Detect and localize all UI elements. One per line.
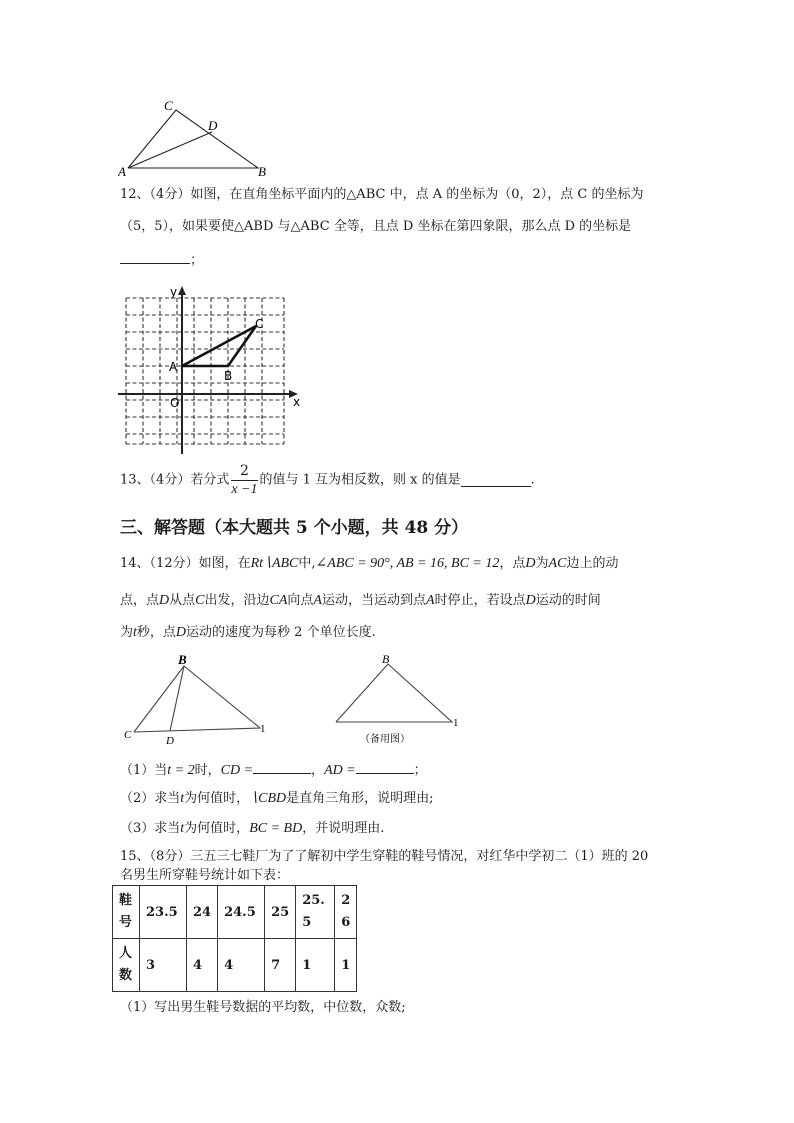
q14-sub3-d: BC = BD bbox=[249, 821, 303, 836]
table-cell bbox=[113, 886, 140, 939]
table-cell bbox=[218, 939, 265, 992]
q14-sub1-f: AD = bbox=[324, 763, 356, 778]
q13-middle: 的值与 1 互为相反数，则 x 的值是 bbox=[259, 472, 461, 488]
q14-sub2-c: 为何值时， bbox=[184, 791, 250, 806]
q14-l2-j: A bbox=[426, 593, 435, 608]
q12-line1: 12、（4分）如图，在直角坐标平面内的△ABC 中，点 A 的坐标为（0，2），点 C 的坐标为 bbox=[120, 187, 644, 202]
table-cell bbox=[335, 939, 357, 992]
q14-sub3 bbox=[120, 821, 384, 837]
q14-sub1-g: ； bbox=[413, 763, 427, 778]
cell-text: 4 bbox=[193, 957, 203, 973]
q14-sub2-a: （2）求当 bbox=[120, 791, 181, 806]
q14-l1-rt: Rt∖ABC bbox=[250, 556, 299, 571]
table-cell bbox=[187, 939, 218, 992]
table-cell bbox=[187, 886, 218, 939]
q15-line2: 名男生所穿鞋号统计如下表： bbox=[120, 868, 290, 883]
cell-text: 26 bbox=[341, 893, 351, 930]
table-row-size bbox=[113, 886, 357, 939]
table-cell bbox=[218, 886, 265, 939]
q14-figure-main bbox=[120, 652, 270, 744]
q14-l1-b: 中, bbox=[298, 556, 316, 571]
q14-sub3-a: （3）求当 bbox=[120, 821, 181, 836]
cell-text: 23.5 bbox=[146, 904, 178, 920]
q12-line2: （5，5），如果要使△ABD 与△ABC 全等，且点 D 坐标在第四象限，那么点 D 的坐标是 bbox=[120, 219, 632, 234]
q14-sub1-d: CD = bbox=[220, 763, 254, 778]
q13-frac-den: x −1 bbox=[231, 482, 258, 497]
q14-sub2 bbox=[120, 791, 434, 807]
fig1-label-d: D bbox=[166, 735, 174, 744]
cell-text: 7 bbox=[271, 957, 281, 973]
cell-text: 25.5 bbox=[302, 893, 325, 930]
point-c-label: C bbox=[255, 317, 264, 331]
fig2-caption: （备用图） bbox=[360, 734, 410, 745]
fig1-label-c: C bbox=[124, 729, 132, 741]
label-b: B bbox=[258, 164, 266, 179]
q14-line1 bbox=[120, 556, 618, 572]
q14-line3 bbox=[120, 625, 376, 641]
axis-x-label: x bbox=[293, 395, 301, 409]
q14-sub1-b: t = 2 bbox=[167, 763, 195, 778]
q15-sub1: （1）写出男生鞋号数据的平均数，中位数，众数; bbox=[120, 1000, 406, 1015]
q14-sub2-b: t bbox=[180, 791, 185, 806]
cell-text: 24 bbox=[193, 904, 212, 920]
q14-cd-blank[interactable] bbox=[253, 761, 311, 774]
q14-l2-g: 向点 bbox=[287, 593, 314, 608]
q14-l1-f: AC bbox=[548, 556, 567, 571]
section-3-title: 三、解答题（本大题共 5 个小题，共 48 分） bbox=[120, 518, 469, 538]
table-cell bbox=[296, 886, 335, 939]
q14-sub3-b: t bbox=[180, 821, 185, 836]
q14-l1-a: 14、（12分）如图，在 bbox=[120, 556, 251, 571]
shoe-size-table bbox=[112, 885, 357, 992]
q14-l3-e: 运动的速度为每秒 2 个单位长度. bbox=[186, 625, 376, 640]
q14-sub1-e: ， bbox=[311, 763, 325, 778]
q14-line2 bbox=[120, 593, 601, 609]
q14-l2-l: D bbox=[525, 593, 536, 608]
cell-text: 鞋号 bbox=[119, 893, 133, 930]
q14-l2-a: 点，点 bbox=[120, 593, 160, 608]
table-row-count bbox=[113, 939, 357, 992]
cell-text: 1 bbox=[341, 957, 351, 973]
q14-figure-backup bbox=[322, 652, 472, 748]
q14-sub3-e: ，并说明理由. bbox=[302, 821, 385, 836]
q14-l2-c: 从点 bbox=[169, 593, 196, 608]
table-cell bbox=[265, 886, 296, 939]
q12-line3-end: ； bbox=[190, 253, 204, 268]
q13-answer-blank[interactable] bbox=[461, 474, 531, 487]
cell-text: 4 bbox=[224, 957, 234, 973]
q13-line bbox=[120, 463, 535, 498]
q14-sub2-d: ∖CBD bbox=[249, 791, 287, 806]
q14-l3-c: 秒，点 bbox=[136, 625, 176, 640]
fig1-label-b: B bbox=[178, 652, 187, 667]
triangle-figure-top bbox=[118, 96, 278, 180]
q14-sub1-a: （1）当 bbox=[120, 763, 168, 778]
table-cell bbox=[296, 939, 335, 992]
q14-l1-c: ，点 bbox=[499, 556, 526, 571]
q14-l2-e: 出发，沿边 bbox=[204, 593, 270, 608]
q13-end: . bbox=[530, 472, 535, 488]
q14-l3-b: t bbox=[133, 625, 137, 640]
axis-y-label: y bbox=[170, 285, 178, 299]
table-cell bbox=[140, 939, 187, 992]
q14-l1-g: 边上的动 bbox=[566, 556, 619, 571]
cell-text: 1 bbox=[302, 957, 312, 973]
q12-line3 bbox=[120, 251, 203, 269]
label-d: D bbox=[208, 118, 218, 133]
q14-l2-d: C bbox=[195, 593, 205, 608]
q14-sub1-c: 时， bbox=[194, 763, 221, 778]
q14-l2-b: D bbox=[159, 593, 170, 608]
q14-l3-a: 为 bbox=[120, 625, 134, 640]
table-cell bbox=[140, 886, 187, 939]
q14-l2-i: 运动，当运动到点 bbox=[321, 593, 426, 608]
cell-text: 24.5 bbox=[224, 904, 256, 920]
fig1-label-1: 1 bbox=[260, 723, 266, 735]
q14-l2-h: A bbox=[313, 593, 322, 608]
point-a-label: A bbox=[169, 360, 178, 374]
coordinate-grid-figure bbox=[118, 284, 304, 456]
cell-text: 25 bbox=[271, 904, 290, 920]
q15-line1: 15、（8分）三五三七鞋厂为了了解初中学生穿鞋的鞋号情况，对红华中学初二（1）班的 20 bbox=[120, 849, 649, 864]
fig2-label-1: 1 bbox=[453, 717, 459, 729]
q13-fraction bbox=[231, 463, 257, 498]
q14-l3-d: D bbox=[175, 625, 187, 640]
q14-l1-e: 为 bbox=[535, 556, 549, 571]
fig2-label-b: B bbox=[382, 652, 390, 666]
q14-ad-blank[interactable] bbox=[356, 761, 414, 774]
q14-sub3-c: 为何值时， bbox=[184, 821, 250, 836]
origin-label: O bbox=[170, 396, 180, 410]
label-c: C bbox=[164, 98, 173, 113]
table-cell bbox=[265, 939, 296, 992]
q13-prefix: 13、（4分）若分式 bbox=[120, 472, 230, 488]
q14-sub2-e: 是直角三角形，说明理由; bbox=[286, 791, 434, 806]
cell-text: 人数 bbox=[119, 946, 133, 983]
q14-l2-m: 运动的时间 bbox=[535, 593, 601, 608]
table-cell bbox=[113, 939, 140, 992]
q14-l1-math: ∠ABC = 90°, AB = 16, BC = 12 bbox=[315, 556, 500, 571]
q13-frac-num: 2 bbox=[231, 463, 257, 481]
q14-l2-k: 时停止，若设点 bbox=[434, 593, 526, 608]
label-a: A bbox=[118, 164, 126, 179]
q12-answer-blank[interactable] bbox=[120, 251, 190, 264]
q14-l2-f: CA bbox=[269, 593, 288, 608]
point-b-label: B bbox=[224, 369, 233, 383]
q14-l1-d: D bbox=[525, 556, 536, 571]
cell-text: 3 bbox=[146, 957, 156, 973]
q14-sub1 bbox=[120, 761, 427, 779]
table-cell bbox=[335, 886, 357, 939]
